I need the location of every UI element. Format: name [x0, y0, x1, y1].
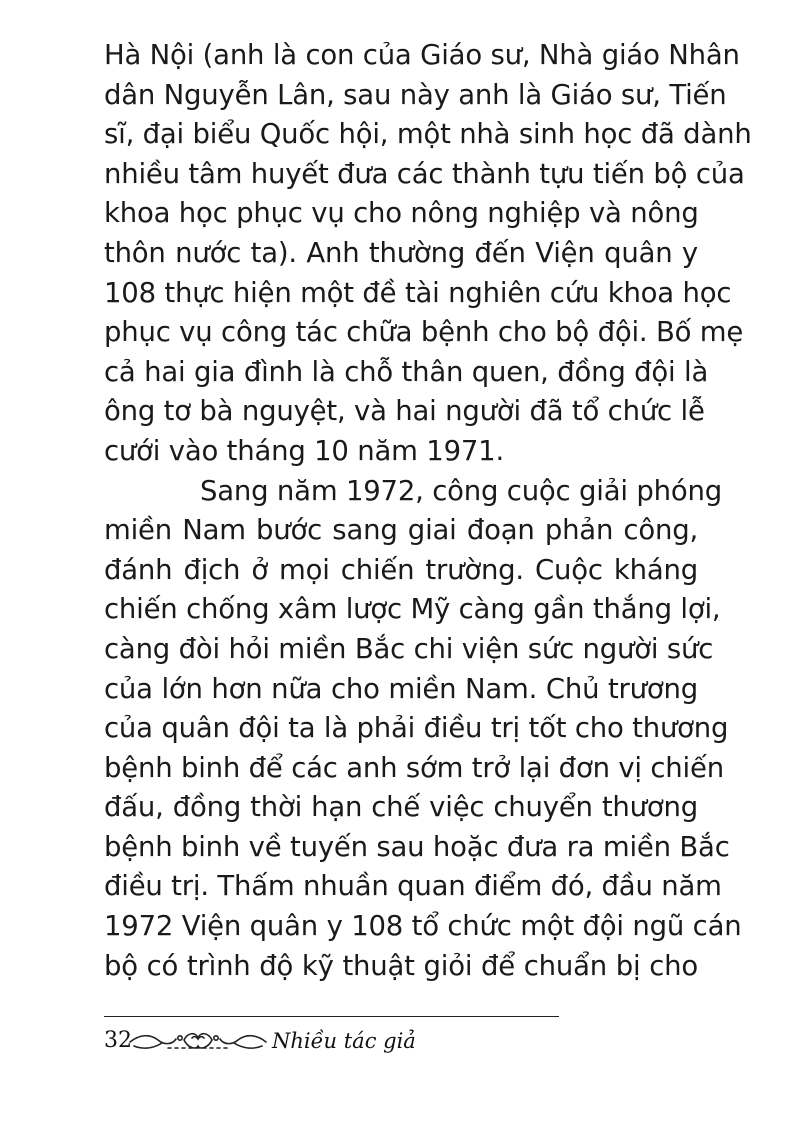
text-line: càng đòi hỏi miền Bắc chi viện sức người sức: [104, 632, 714, 665]
text-line: khoa học phục vụ cho nông nghiệp và nông: [104, 197, 699, 230]
text-line: dân Nguyễn Lân, sau này anh là Giáo sư, Tiến: [104, 78, 727, 111]
text-line: sĩ, đại biểu Quốc hội, một nhà sinh học đã dành: [104, 118, 752, 151]
paragraph-start-line: Sang năm 1972, công cuộc giải phóng: [200, 474, 722, 507]
page-number: 32: [104, 1028, 132, 1053]
text-line: nhiều tâm huyết đưa các thành tựu tiến bộ của: [104, 157, 745, 190]
text-line: cưới vào tháng 10 năm 1971.: [104, 434, 505, 467]
text-line: của lớn hơn nữa cho miền Nam. Chủ trương: [104, 672, 698, 705]
flourish-ornament-icon: [128, 1026, 268, 1054]
text-line: miền Nam bước sang giai đoạn phản công,: [104, 514, 698, 547]
text-line: bệnh binh để các anh sớm trở lại đơn vị chiến: [104, 751, 724, 784]
text-line: bộ có trình độ kỹ thuật giỏi để chuẩn bị cho: [104, 949, 698, 982]
text-line: đấu, đồng thời hạn chế việc chuyển thương: [104, 791, 698, 824]
text-line: ông tơ bà nguyệt, và hai người đã tổ chức lễ: [104, 395, 705, 428]
text-line: thôn nước ta). Anh thường đến Viện quân y: [104, 236, 698, 269]
text-line: đánh địch ở mọi chiến trường. Cuộc kháng: [104, 553, 698, 586]
text-line: của quân đội ta là phải điều trị tốt cho thương: [104, 712, 729, 745]
text-line: chiến chống xâm lược Mỹ càng gần thắng lợi,: [104, 593, 721, 626]
book-author: Nhiều tác giả: [272, 1029, 416, 1053]
text-line: 108 thực hiện một đề tài nghiên cứu khoa học: [104, 276, 732, 309]
body-text: [104, 36, 752, 986]
text-line: Hà Nội (anh là con của Giáo sư, Nhà giáo Nhân: [104, 39, 740, 71]
text-line: bệnh binh về tuyến sau hoặc đưa ra miền Bắc: [104, 830, 730, 863]
text-line: phục vụ công tác chữa bệnh cho bộ đội. Bố mẹ: [104, 316, 744, 349]
text-line: cả hai gia đình là chỗ thân quen, đồng đội là: [104, 355, 709, 388]
text-line: điều trị. Thấm nhuần quan điểm đó, đầu năm: [104, 870, 722, 903]
page-footer: [104, 1016, 559, 1056]
text-line: 1972 Viện quân y 108 tổ chức một đội ngũ cán: [104, 910, 742, 943]
footer-rule: [104, 1016, 559, 1017]
